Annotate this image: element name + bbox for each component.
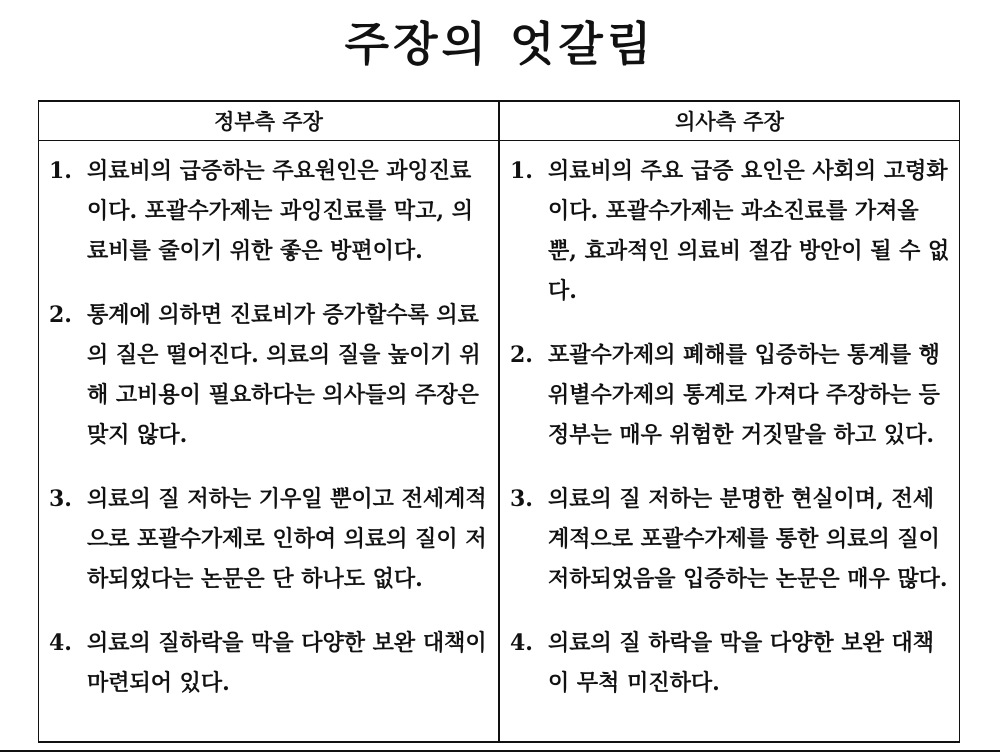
claim-number: 2. <box>49 302 72 328</box>
claim-text: 의료의 질 하락을 막을 다양한 보완 대책이 무척 미진하다. <box>548 630 934 696</box>
bottom-divider <box>0 750 1000 752</box>
doctor-claim-3 <box>510 479 951 599</box>
claim-text: 의료비의 주요 급증 요인은 사회의 고령화이다. 포괄수가제는 과소진료를 가져올 뿐, 효과적인 의료비 절감 방안이 될 수 없다. <box>548 158 950 304</box>
claim-text: 포괄수가제의 폐해를 입증하는 통계를 행위별수가제의 통계로 가져다 주장하는 등 정부는 매우 위험한 거짓말을 하고 있다. <box>548 342 940 448</box>
government-claim-2 <box>49 295 490 455</box>
doctor-claim-1 <box>510 151 951 311</box>
doctor-claim-4 <box>510 623 951 703</box>
claim-number: 1. <box>510 158 533 184</box>
claim-number: 4. <box>49 630 72 656</box>
doctors-claims-list <box>510 151 951 703</box>
claim-text: 통계에 의하면 진료비가 증가할수록 의료의 질은 떨어진다. 의료의 질을 높이기 위해 고비용이 필요하다는 의사들의 주장은 맞지 않다. <box>87 302 481 448</box>
claim-text: 의료의 질하락을 막을 다양한 보완 대책이 마련되어 있다. <box>87 630 487 696</box>
claims-table <box>39 102 959 741</box>
claim-number: 3. <box>510 486 533 512</box>
government-claim-3 <box>49 479 490 599</box>
claim-number: 2. <box>510 342 533 368</box>
doctors-column-header: 의사측 주장 <box>499 102 959 141</box>
government-column-header: 정부측 주장 <box>39 102 499 141</box>
government-claim-4 <box>49 623 490 703</box>
page-title: 주장의 엇갈림 <box>344 17 656 71</box>
government-claims-list <box>49 151 490 703</box>
claim-number: 4. <box>510 630 533 656</box>
claim-text: 의료비의 급증하는 주요원인은 과잉진료이다. 포괄수가제는 과잉진료를 막고, 의료비를 줄이기 위한 좋은 방편이다. <box>87 158 473 264</box>
government-claims-cell <box>39 141 499 742</box>
doctors-claims-cell <box>499 141 959 742</box>
comparison-table <box>38 100 960 743</box>
claim-number: 1. <box>49 158 72 184</box>
doctor-claim-2 <box>510 335 951 455</box>
claim-number: 3. <box>49 486 72 512</box>
claim-text: 의료의 질 저하는 기우일 뿐이고 전세계적으로 포괄수가제로 인하여 의료의 질이 저하되었다는 논문은 단 하나도 없다. <box>87 486 487 592</box>
claim-text: 의료의 질 저하는 분명한 현실이며, 전세계적으로 포괄수가제를 통한 의료의 질이 저하되었음을 입증하는 논문은 매우 많다. <box>548 486 948 592</box>
government-claim-1 <box>49 151 490 271</box>
